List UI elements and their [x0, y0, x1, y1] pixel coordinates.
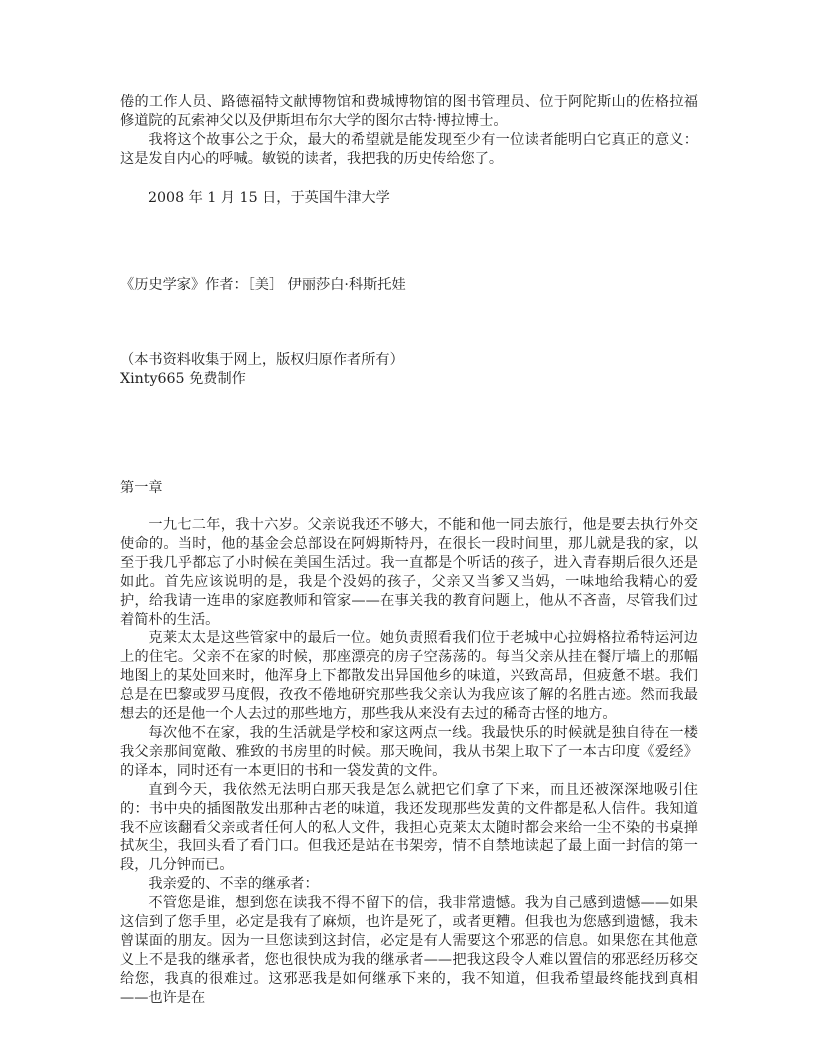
source-note-line-2: Xinty665 免费制作 — [120, 371, 246, 387]
chapter-paragraph-1: 一九七二年，我十六岁。父亲说我还不够大，不能和他一同去旅行，他是要去执行外交使命的。当时，他的基金会总部设在阿姆斯特丹，在很长一段时间里，那儿就是我的家，以至于我几乎都忘了小时候在美国生活过。我一直都是个听话的孩子，进入青春期后很久还是如此。首先应该说明的是，我是个没妈的孩子，父亲又当爹又当妈，一味地给我精心的爱护，给我请一连串的家庭教师和管家——在事关我的教育问题上，他从不吝啬，尽管我们过着简朴的生活。 — [120, 517, 698, 628]
chapter-paragraph-4: 直到今天，我依然无法明白那天我是怎么就把它们拿了下来，而且还被深深地吸引住的：书中央的插图散发出那种古老的味道，我还发现那些发黄的文件都是私人信件。我知道我不应该翻看父亲或者任何人的私人文件，我担心克莱太太随时都会来给一尘不染的书桌掸拭灰尘，我回头看了看门口。但我还是站在书架旁，情不自禁地读起了最上面一封信的第一段，几分钟而已。 — [120, 781, 698, 874]
intro-paragraph-1: 倦的工作人员、路德福特文献博物馆和费城博物馆的图书管理员、位于阿陀斯山的佐格拉福修道院的瓦索神父以及伊斯坦布尔大学的图尔古特·博拉博士。 — [120, 94, 698, 129]
chapter-paragraph-3: 每次他不在家，我的生活就是学校和家这两点一线。我最快乐的时候就是独自待在一楼我父亲那间宽敞、雅致的书房里的时候。那天晚间，我从书架上取下了一本古印度《爱经》的译本，同时还有一本更旧的书和一袋发黄的文件。 — [120, 724, 698, 779]
chapter-body — [120, 516, 698, 1008]
letter-salutation: 我亲爱的、不幸的继承者： — [148, 876, 319, 893]
source-note-line-1: （本书资料收集于网上，版权归原作者所有） — [120, 352, 404, 368]
letter-paragraph-1: 不管您是谁，想到您在读我不得不留下的信，我非常遗憾。我为自己感到遗憾——如果这信到了您手里，必定是我有了麻烦，也许是死了，或者更糟。但我也为您感到遗憾，我未曾谋面的朋友。因为一旦您读到这封信，必定是有人需要这个邪恶的信息。如果您在其他意义上不是我的继承者，您也很快成为我的继承者——把我这段令人难以置信的邪恶经历移交给您，我真的很难过。这邪恶我是如何继承下来的，我不知道，但我希望最终能找到真相——也许是在 — [120, 895, 698, 1006]
intro-section — [120, 93, 698, 169]
chapter-title: 第一章 — [120, 480, 163, 496]
chapter-paragraph-2: 克莱太太是这些管家中的最后一位。她负责照看我们位于老城中心拉姆格拉希特运河边上的住宅。父亲不在家的时候，那座漂亮的房子空荡荡的。每当父亲从挂在餐厅墙上的那幅地图上的某处回来时，他浑身上下都散发出异国他乡的味道，兴致高昂，但疲惫不堪。我们总是在巴黎或罗马度假，孜孜不倦地研究那些我父亲认为我应该了解的名胜古迹。然而我最想去的还是他一个人去过的那些地方，那些我从来没有去过的稀奇古怪的地方。 — [120, 630, 698, 723]
intro-paragraph-2: 我将这个故事公之于众，最大的希望就是能发现至少有一位读者能明白它真正的意义：这是发自内心的呼喊。敏锐的读者，我把我的历史传给您了。 — [120, 131, 698, 167]
date-line: 2008 年 1 月 15 日，于英国牛津大学 — [148, 190, 390, 206]
book-credit: 《历史学家》作者：［美］ 伊丽莎白·科斯托娃 — [120, 277, 406, 293]
